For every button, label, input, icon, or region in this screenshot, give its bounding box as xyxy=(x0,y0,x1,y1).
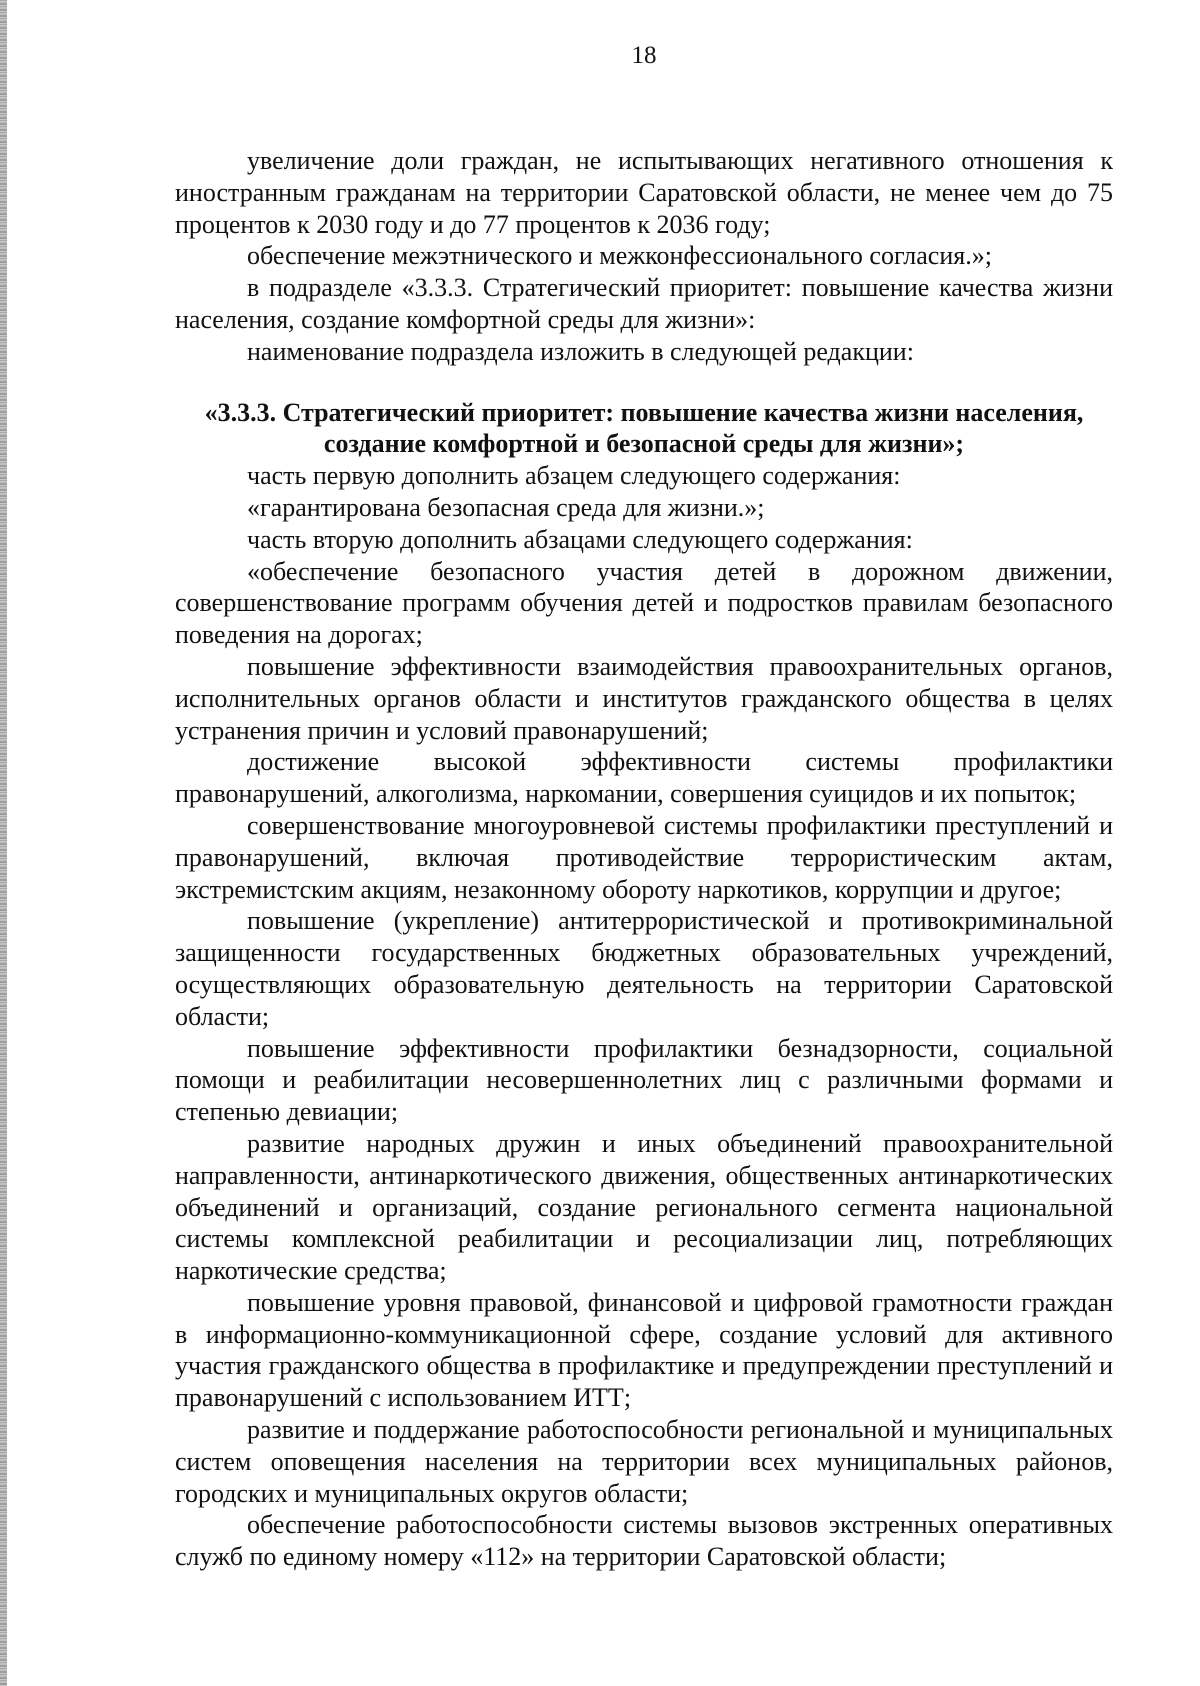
paragraph: развитие и поддержание работоспособности региональной и муниципальных систем оповещения населения на территории всех муниципальных районов, городских и муниципальных округов области; xyxy=(175,1415,1113,1508)
paragraph: «гарантирована безопасная среда для жизни.»; xyxy=(247,492,765,522)
document-page xyxy=(175,40,1113,1573)
paragraph: обеспечение работоспособности системы вызовов экстренных оперативных служб по единому номеру «112» на территории Саратовской области; xyxy=(175,1510,1113,1572)
paragraph: повышение эффективности взаимодействия правоохранительных органов, исполнительных органов области и институтов гражданского общества в целях устранения причин и условий правонарушений; xyxy=(175,651,1113,745)
paragraph: увеличение доли граждан, не испытывающих негативного отношения к иностранным гражданам на территории Саратовской области, не менее чем до 75 процентов к 2030 году и до 77 процентов к 2036 году; xyxy=(175,146,1113,239)
paragraph: совершенствование многоуровневой системы профилактики преступлений и правонарушений, включая противодействие террористическим актам, экстремистским акциям, незаконному обороту наркотиков, коррупции и другое; xyxy=(175,810,1113,904)
document-body xyxy=(175,145,1113,1573)
paragraph: повышение эффективности профилактики безнадзорности, социальной помощи и реабилитации несовершеннолетних лиц с различными формами и степенью девиации; xyxy=(175,1033,1113,1127)
paragraph: «обеспечение безопасного участия детей в дорожном движении, совершенствование программ обучения детей и подростков правилам безопасного поведения на дорогах; xyxy=(175,556,1113,650)
scan-edge-shadow xyxy=(0,0,7,1686)
paragraph: в подразделе «3.3.3. Стратегический приоритет: повышение качества жизни населения, создание комфортной среды для жизни»: xyxy=(175,273,1113,334)
paragraph: часть первую дополнить абзацем следующего содержания: xyxy=(247,461,901,491)
paragraph: наименование подраздела изложить в следующей редакции: xyxy=(247,336,914,366)
section-title: «3.3.3. Стратегический приоритет: повышение качества жизни населения, создание комфортной и безопасной среды для жизни»; xyxy=(204,397,1084,459)
paragraph: обеспечение межэтнического и межконфессионального согласия.»; xyxy=(247,241,992,271)
page-number: 18 xyxy=(631,42,657,69)
paragraph: достижение высокой эффективности системы профилактики правонарушений, алкоголизма, наркомании, совершения суицидов и их попыток; xyxy=(175,747,1113,809)
paragraph: часть вторую дополнить абзацами следующего содержания: xyxy=(247,524,913,554)
paragraph: повышение уровня правовой, финансовой и цифровой грамотности граждан в информационно-коммуникационной сфере, создание условий для активного участия гражданского общества в профилактике и предупреждении преступлений и правонарушений с использованием ИТТ; xyxy=(175,1287,1113,1413)
paragraph: повышение (укрепление) антитеррористической и противокриминальной защищенности государственных бюджетных образовательных учреждений, осуществляющих образовательную деятельность на территории Саратовской области; xyxy=(175,906,1113,1031)
paragraph: развитие народных дружин и иных объединений правоохранительной направленности, антинаркотического движения, общественных антинаркотических объединений и организаций, создание регионального сегмента национальной системы комплексной реабилитации и ресоциализации лиц, потребляющих наркотические средства; xyxy=(175,1128,1113,1286)
